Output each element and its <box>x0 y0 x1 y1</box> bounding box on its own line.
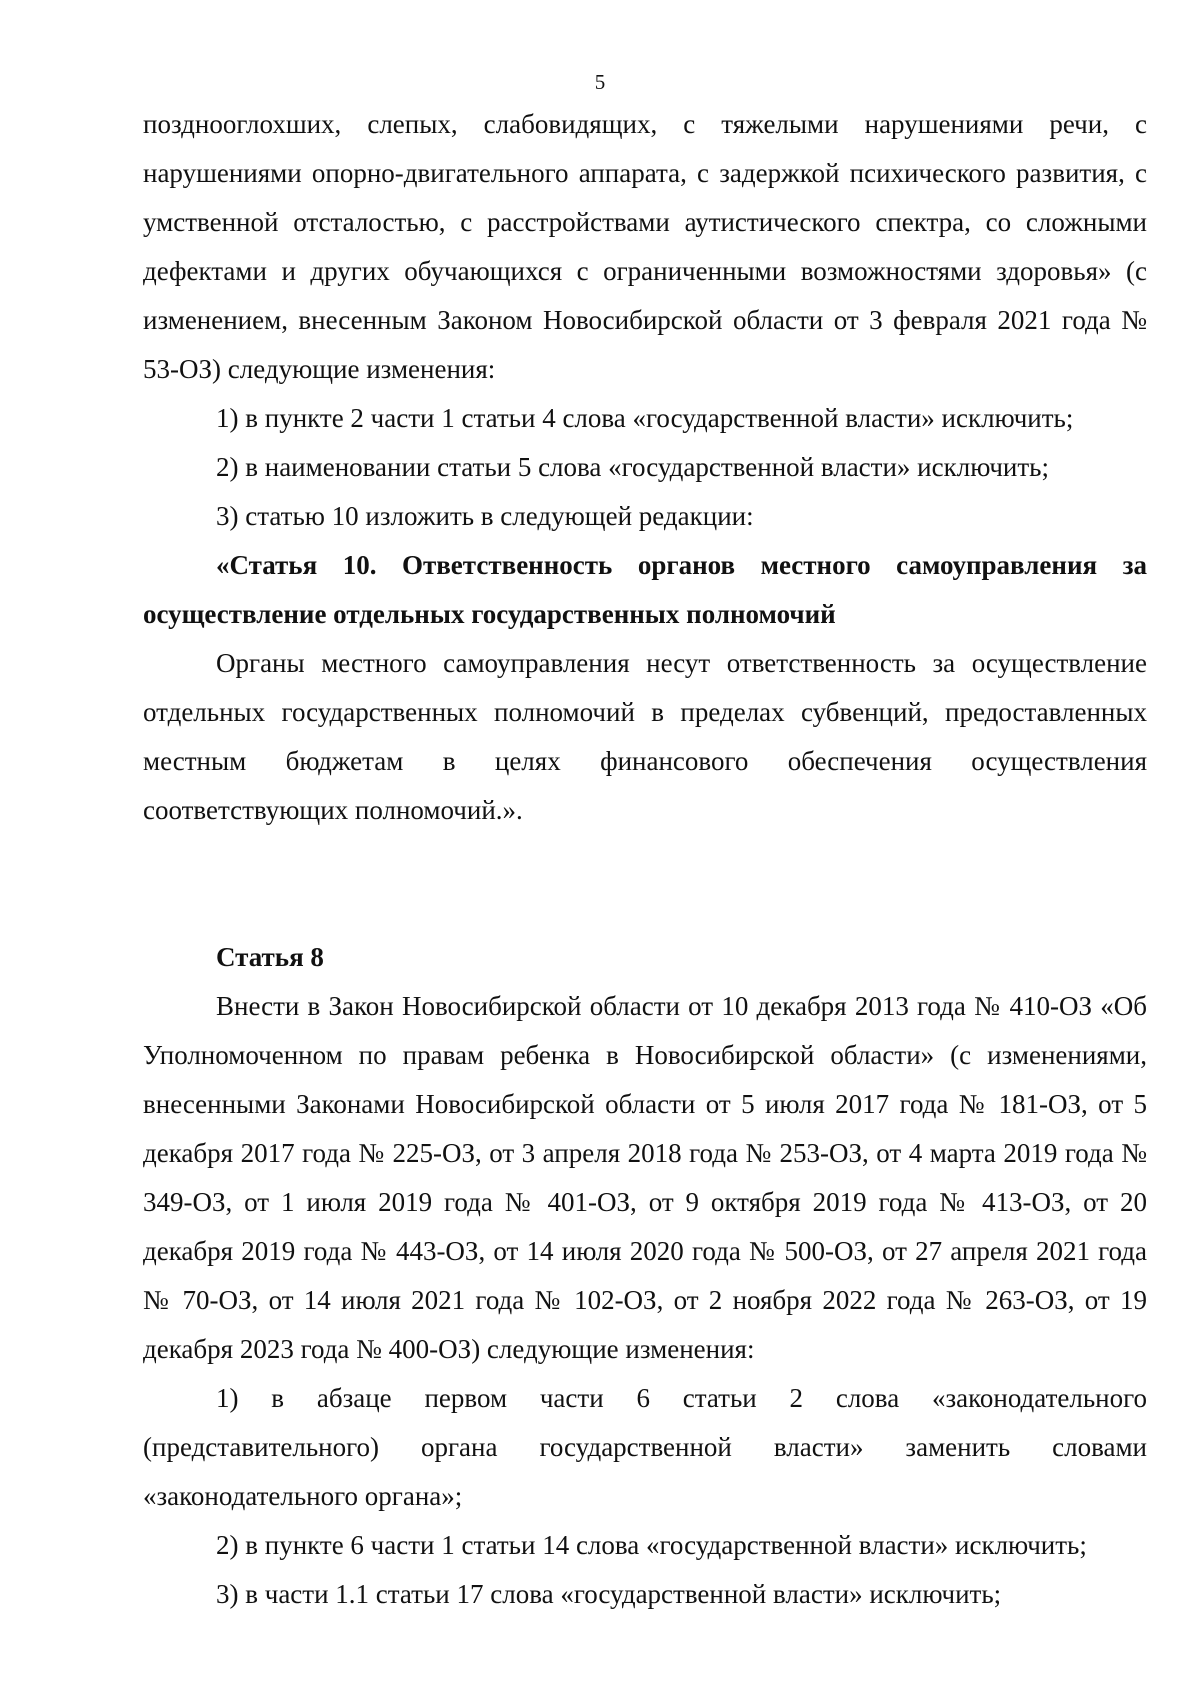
intro-paragraph: позднооглохших, слепых, слабовидящих, с тяжелыми нарушениями речи, с нарушениями опорно-двигательного аппарата, с задержкой психического развития, с умственной отсталостью, с расстройствами аутистического спектра, со сложными дефектами и других обучающихся с ограниченными возможностями здоровья» (с изменением, внесенным Законом Новосибирской области от 3 февраля 2021 года № 53-ОЗ) следующие изменения: <box>143 109 1147 384</box>
list-item: 2) в наименовании статьи 5 слова «государственной власти» исключить; <box>216 452 1049 482</box>
section-spacer <box>143 835 1147 884</box>
page-number: 5 <box>594 70 606 94</box>
article-10-body: Органы местного самоуправления несут ответственность за осуществление отдельных государственных полномочий в пределах субвенций, предоставленных местным бюджетам в целях финансового обеспечения осуществления соответствующих полномочий.». <box>143 648 1147 825</box>
article-8-heading: Статья 8 <box>216 942 324 972</box>
list-item: 3) статью 10 изложить в следующей редакции: <box>216 501 754 531</box>
list-item: 1) в абзаце первом части 6 статьи 2 слова «законодательного (представительного) органа государственной власти» заменить словами «законодательного органа»; <box>143 1383 1147 1511</box>
article-8-paragraph: Внести в Закон Новосибирской области от 10 декабря 2013 года № 410-ОЗ «Об Уполномоченном по правам ребенка в Новосибирской области» (с изменениями, внесенными Законами Новосибирской области от 5 июля 2017 года № 181-ОЗ, от 5 декабря 2017 года № 225-ОЗ, от 3 апреля 2018 года № 253-ОЗ, от 4 марта 2019 года № 349-ОЗ, от 1 июля 2019 года № 401-ОЗ, от 9 октября 2019 года № 413-ОЗ, от 20 декабря 2019 года № 443-ОЗ, от 14 июля 2020 года № 500-ОЗ, от 27 апреля 2021 года № 70-ОЗ, от 14 июля 2021 года № 102-ОЗ, от 2 ноября 2022 года № 263-ОЗ, от 19 декабря 2023 года № 400-ОЗ) следующие изменения: <box>143 991 1147 1364</box>
list-item: 2) в пункте 6 части 1 статьи 14 слова «государственной власти» исключить; <box>216 1530 1087 1560</box>
list-item: 3) в части 1.1 статьи 17 слова «государственной власти» исключить; <box>216 1579 1002 1609</box>
list-item: 1) в пункте 2 части 1 статьи 4 слова «государственной власти» исключить; <box>216 403 1074 433</box>
article-10-title: «Статья 10. Ответственность органов местного самоуправления за осуществление отдельных государственных полномочий <box>143 550 1147 629</box>
document-body <box>143 100 1147 1619</box>
